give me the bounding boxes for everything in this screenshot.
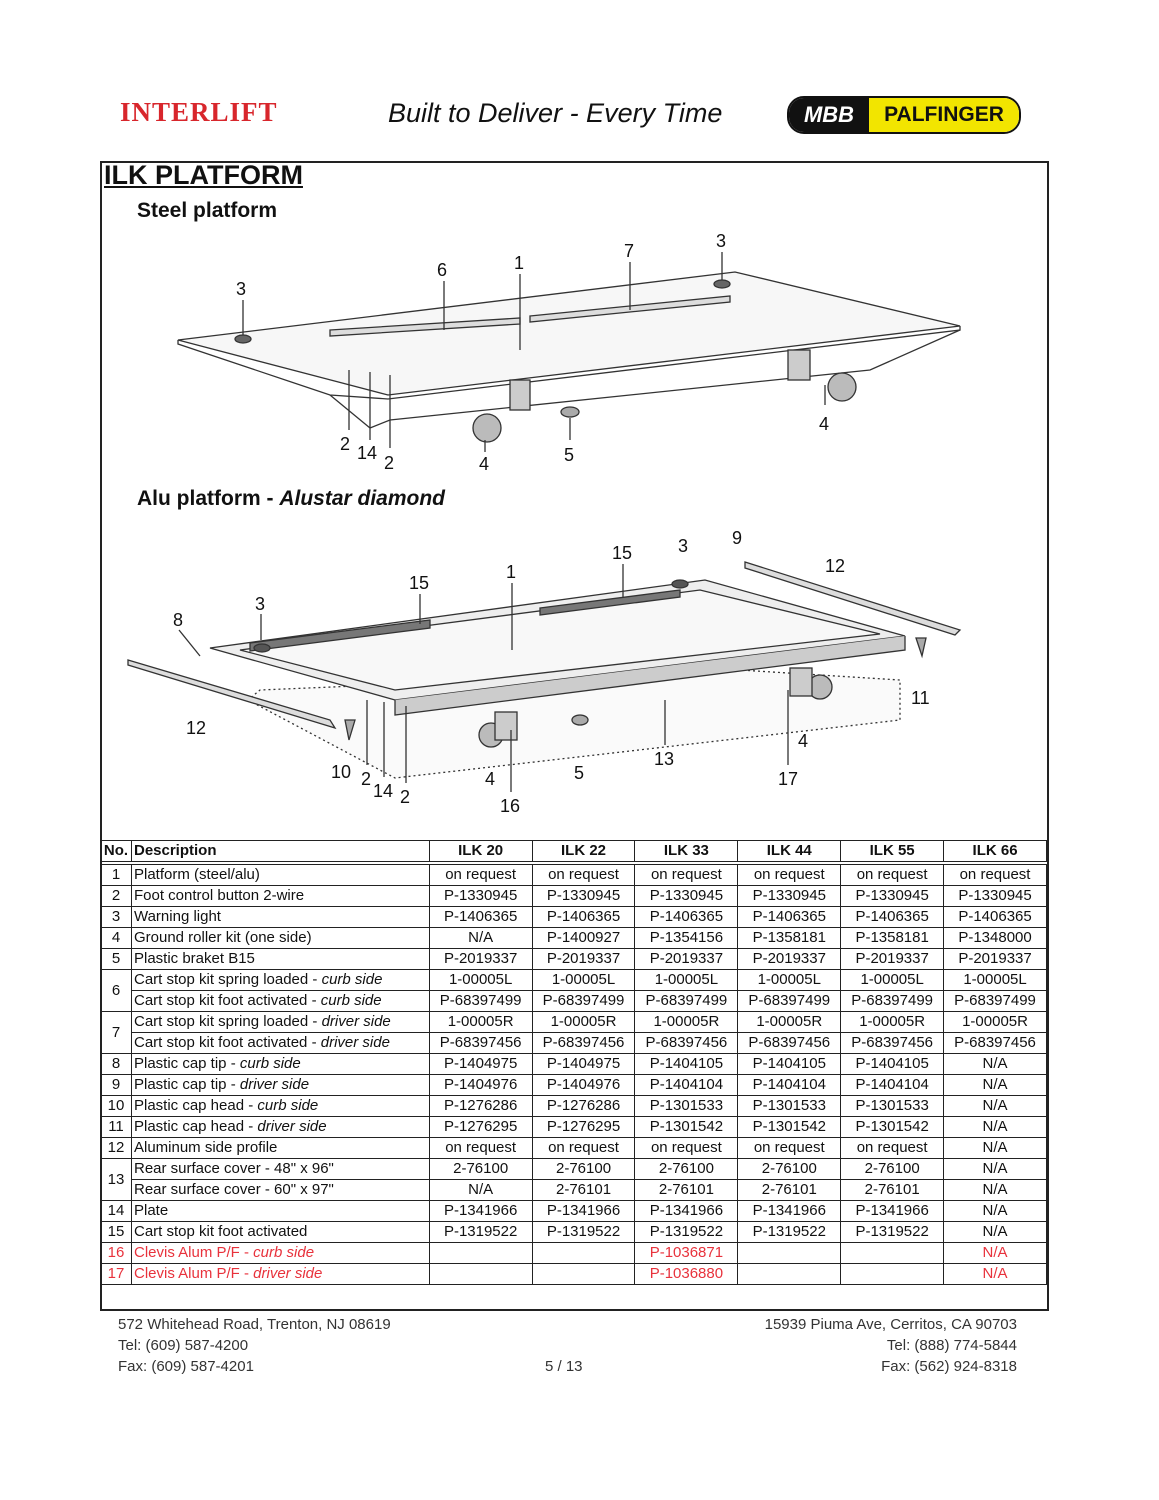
- column-header: No.: [101, 841, 132, 864]
- part-number-cell: [841, 1264, 944, 1285]
- description-text: Cart stop kit spring loaded -: [133, 971, 322, 988]
- description-side: driver side: [239, 1076, 310, 1093]
- table-row: [101, 1180, 1047, 1201]
- item-number: 1: [101, 863, 132, 886]
- part-number-cell: [429, 1243, 532, 1264]
- callout-label: 11: [911, 688, 930, 708]
- part-number-cell: P-1341966: [738, 1201, 841, 1222]
- description-text: Foot control button 2-wire: [133, 887, 305, 904]
- part-number-cell: 1-00005L: [429, 970, 532, 991]
- part-number-cell: P-68397499: [841, 991, 944, 1012]
- item-number: 14: [101, 1201, 132, 1222]
- part-number-cell: P-68397456: [532, 1033, 635, 1054]
- table-row: [101, 1264, 1047, 1285]
- footer-tel: Tel: (609) 587-4200: [118, 1337, 249, 1354]
- callout-label: 4: [485, 769, 496, 789]
- part-number-cell: 2-76100: [635, 1159, 738, 1180]
- item-description: [131, 1180, 429, 1201]
- description-text: Plastic braket B15: [133, 950, 255, 967]
- column-header: ILK 66: [944, 841, 1047, 864]
- part-number-cell: P-68397456: [429, 1033, 532, 1054]
- part-number-cell: P-1276286: [532, 1096, 635, 1117]
- part-number-cell: P-68397456: [944, 1033, 1047, 1054]
- alu-heading-text: Alu platform -: [137, 487, 280, 510]
- mbb-logo-text: MBB: [789, 98, 869, 132]
- callout-label: 3: [236, 279, 247, 299]
- part-number-cell: P-68397499: [635, 991, 738, 1012]
- part-number-cell: 1-00005L: [738, 970, 841, 991]
- description-text: Plastic cap tip -: [133, 1076, 240, 1093]
- callout-label: 2: [400, 787, 411, 807]
- part-number-cell: P-1406365: [635, 907, 738, 928]
- item-number: 9: [101, 1075, 132, 1096]
- part-number-cell: P-1348000: [944, 928, 1047, 949]
- description-side: driver side: [321, 1013, 391, 1030]
- part-number-cell: 1-00005R: [841, 1012, 944, 1033]
- item-description: [131, 1012, 429, 1033]
- part-number-cell: P-2019337: [532, 949, 635, 970]
- footer-left-address: [118, 1314, 391, 1377]
- part-number-cell: P-1406365: [841, 907, 944, 928]
- item-number: 15: [101, 1222, 132, 1243]
- table-row: [101, 1012, 1047, 1033]
- description-text: Cart stop kit foot activated: [133, 1223, 308, 1240]
- part-number-cell: N/A: [944, 1180, 1047, 1201]
- item-description: [131, 1075, 429, 1096]
- part-number-cell: N/A: [944, 1159, 1047, 1180]
- part-number-cell: P-1301542: [738, 1117, 841, 1138]
- description-text: Plate: [133, 1202, 169, 1219]
- part-number-cell: P-1406365: [429, 907, 532, 928]
- callout-label: 1: [506, 562, 517, 582]
- part-number-cell: P-1358181: [841, 928, 944, 949]
- part-number-cell: 1-00005R: [429, 1012, 532, 1033]
- part-number-cell: P-1330945: [429, 886, 532, 907]
- part-number-cell: P-1301533: [635, 1096, 738, 1117]
- item-description: [131, 1033, 429, 1054]
- callout-label: 10: [331, 762, 352, 782]
- item-number: 17: [101, 1264, 132, 1285]
- item-description: [131, 1054, 429, 1075]
- description-text: Ground roller kit (one side): [133, 929, 312, 946]
- callout-label: 1: [514, 253, 525, 273]
- part-number-cell: 2-76101: [635, 1180, 738, 1201]
- callout-label: 2: [340, 434, 351, 454]
- footer-address: 15939 Piuma Ave, Cerritos, CA 90703: [764, 1316, 1017, 1333]
- table-row: [101, 907, 1047, 928]
- part-number-cell: on request: [635, 1138, 738, 1159]
- description-text: Clevis Alum P/F -: [133, 1265, 254, 1282]
- item-description: [131, 1264, 429, 1285]
- item-description: [131, 970, 429, 991]
- table-row: [101, 1138, 1047, 1159]
- table-row: [101, 949, 1047, 970]
- table-row: [101, 1075, 1047, 1096]
- table-header-row: [101, 841, 1047, 864]
- description-side: driver side: [257, 1118, 327, 1135]
- palfinger-logo-text: PALFINGER: [869, 98, 1019, 132]
- part-number-cell: P-1341966: [429, 1201, 532, 1222]
- item-description: [131, 907, 429, 928]
- part-number-cell: on request: [944, 863, 1047, 886]
- part-number-cell: P-1330945: [841, 886, 944, 907]
- part-number-cell: P-68397456: [841, 1033, 944, 1054]
- part-number-cell: [429, 1264, 532, 1285]
- part-number-cell: on request: [738, 863, 841, 886]
- part-number-cell: on request: [429, 863, 532, 886]
- part-number-cell: [841, 1243, 944, 1264]
- alu-platform-drawing: [128, 562, 960, 792]
- part-number-cell: on request: [635, 863, 738, 886]
- callout-label: 5: [574, 763, 585, 783]
- page-title: ILK PLATFORM: [104, 160, 303, 190]
- column-header: ILK 44: [738, 841, 841, 864]
- part-number-cell: P-1341966: [532, 1201, 635, 1222]
- callout-label: 15: [409, 573, 430, 593]
- column-header: Description: [131, 841, 429, 864]
- part-number-cell: P-2019337: [635, 949, 738, 970]
- part-number-cell: 1-00005R: [532, 1012, 635, 1033]
- part-number-cell: 2-76101: [532, 1180, 635, 1201]
- part-number-cell: N/A: [429, 1180, 532, 1201]
- description-text: Cart stop kit foot activated -: [133, 1034, 321, 1051]
- part-number-cell: P-1406365: [944, 907, 1047, 928]
- part-number-cell: P-68397499: [429, 991, 532, 1012]
- callout-label: 4: [819, 414, 830, 434]
- part-number-cell: P-1330945: [738, 886, 841, 907]
- interlift-logo: INTERLIFT: [120, 97, 278, 127]
- part-number-cell: P-68397499: [944, 991, 1047, 1012]
- part-number-cell: P-1404975: [429, 1054, 532, 1075]
- part-number-cell: N/A: [944, 1117, 1047, 1138]
- part-number-cell: P-68397499: [532, 991, 635, 1012]
- part-number-cell: P-1276295: [532, 1117, 635, 1138]
- part-number-cell: P-1301533: [738, 1096, 841, 1117]
- item-description: [131, 949, 429, 970]
- part-number-cell: 1-00005R: [944, 1012, 1047, 1033]
- description-text: Plastic cap head -: [133, 1097, 258, 1114]
- callout-label: 7: [624, 241, 635, 261]
- part-number-cell: P-1404105: [738, 1054, 841, 1075]
- table-row: [101, 1222, 1047, 1243]
- part-number-cell: 2-76101: [738, 1180, 841, 1201]
- part-number-cell: P-1404976: [429, 1075, 532, 1096]
- part-number-cell: P-1400927: [532, 928, 635, 949]
- description-text: Warning light: [133, 908, 221, 925]
- part-number-cell: 2-76100: [429, 1159, 532, 1180]
- part-number-cell: P-1276286: [429, 1096, 532, 1117]
- item-number: 12: [101, 1138, 132, 1159]
- item-number: 7: [101, 1012, 132, 1054]
- item-description: [131, 1243, 429, 1264]
- part-number-cell: P-1036871: [635, 1243, 738, 1264]
- part-number-cell: P-1301542: [841, 1117, 944, 1138]
- table-row: [101, 1117, 1047, 1138]
- part-number-cell: P-1301533: [841, 1096, 944, 1117]
- page-number: 5 / 13: [545, 1358, 583, 1375]
- footer-address: 572 Whitehead Road, Trenton, NJ 08619: [118, 1316, 391, 1333]
- part-number-cell: P-1404104: [738, 1075, 841, 1096]
- part-number-cell: [738, 1243, 841, 1264]
- part-number-cell: P-1341966: [635, 1201, 738, 1222]
- part-number-cell: N/A: [944, 1054, 1047, 1075]
- part-number-cell: P-1319522: [738, 1222, 841, 1243]
- part-number-cell: P-1319522: [635, 1222, 738, 1243]
- description-text: Aluminum side profile: [133, 1139, 278, 1156]
- callout-label: 9: [732, 528, 743, 548]
- table-row: [101, 1159, 1047, 1180]
- part-number-cell: P-68397456: [635, 1033, 738, 1054]
- part-number-cell: P-1330945: [532, 886, 635, 907]
- part-number-cell: P-68397499: [738, 991, 841, 1012]
- part-number-cell: P-1319522: [532, 1222, 635, 1243]
- part-number-cell: 1-00005L: [841, 970, 944, 991]
- part-number-cell: on request: [738, 1138, 841, 1159]
- description-side: driver side: [253, 1265, 323, 1282]
- part-number-cell: 2-76100: [532, 1159, 635, 1180]
- part-number-cell: N/A: [944, 1222, 1047, 1243]
- callout-label: 2: [361, 769, 372, 789]
- callout-label: 12: [186, 718, 207, 738]
- part-number-cell: P-1341966: [841, 1201, 944, 1222]
- item-description: [131, 1201, 429, 1222]
- alu-heading-italic: Alustar diamond: [279, 487, 446, 510]
- part-number-cell: P-68397456: [738, 1033, 841, 1054]
- part-number-cell: P-1404105: [841, 1054, 944, 1075]
- part-number-cell: 2-76100: [738, 1159, 841, 1180]
- part-number-cell: P-2019337: [429, 949, 532, 970]
- callout-label: 8: [173, 610, 184, 630]
- description-side: curb side: [239, 1055, 301, 1072]
- part-number-cell: [532, 1264, 635, 1285]
- part-number-cell: P-1406365: [738, 907, 841, 928]
- description-text: Cart stop kit foot activated -: [133, 992, 321, 1009]
- part-number-cell: N/A: [429, 928, 532, 949]
- part-number-cell: P-1319522: [841, 1222, 944, 1243]
- item-number: 5: [101, 949, 132, 970]
- part-number-cell: P-1404104: [635, 1075, 738, 1096]
- footer-tel: Tel: (888) 774-5844: [886, 1337, 1017, 1354]
- callout-label: 15: [612, 543, 633, 563]
- description-text: Rear surface cover - 48" x 96": [133, 1160, 334, 1177]
- item-description: [131, 863, 429, 886]
- part-number-cell: N/A: [944, 1264, 1047, 1285]
- item-description: [131, 991, 429, 1012]
- table-row: [101, 970, 1047, 991]
- footer-right-address: [765, 1314, 1017, 1377]
- table-row: [101, 928, 1047, 949]
- item-number: 13: [101, 1159, 132, 1201]
- description-side: curb side: [257, 1097, 319, 1114]
- part-number-cell: P-2019337: [841, 949, 944, 970]
- part-number-cell: 1-00005L: [944, 970, 1047, 991]
- part-number-cell: 1-00005L: [635, 970, 738, 991]
- part-number-cell: on request: [841, 1138, 944, 1159]
- part-number-cell: P-1301542: [635, 1117, 738, 1138]
- part-number-cell: [532, 1243, 635, 1264]
- column-header: ILK 20: [429, 841, 532, 864]
- callout-label: 3: [255, 594, 266, 614]
- part-number-cell: 1-00005R: [738, 1012, 841, 1033]
- callout-label: 3: [678, 536, 689, 556]
- description-side: driver side: [320, 1034, 390, 1051]
- column-header: ILK 22: [532, 841, 635, 864]
- part-number-cell: P-1330945: [944, 886, 1047, 907]
- description-side: curb side: [253, 1244, 315, 1261]
- table-row: [101, 1033, 1047, 1054]
- part-number-cell: P-1404104: [841, 1075, 944, 1096]
- part-number-cell: 1-00005R: [635, 1012, 738, 1033]
- item-description: [131, 928, 429, 949]
- part-number-cell: P-1036880: [635, 1264, 738, 1285]
- part-number-cell: 2-76100: [841, 1159, 944, 1180]
- item-number: 2: [101, 886, 132, 907]
- callout-label: 4: [479, 454, 490, 474]
- part-number-cell: 1-00005L: [532, 970, 635, 991]
- footer-fax: Fax: (609) 587-4201: [118, 1358, 254, 1375]
- table-row: [101, 1201, 1047, 1222]
- footer-fax: Fax: (562) 924-8318: [881, 1358, 1017, 1375]
- part-number-cell: 2-76101: [841, 1180, 944, 1201]
- part-number-cell: P-1404975: [532, 1054, 635, 1075]
- callout-label: 16: [500, 796, 521, 816]
- table-row: [101, 991, 1047, 1012]
- callout-label: 3: [716, 231, 727, 251]
- item-description: [131, 1096, 429, 1117]
- column-header: ILK 33: [635, 841, 738, 864]
- item-number: 10: [101, 1096, 132, 1117]
- item-number: 6: [101, 970, 132, 1012]
- part-number-cell: P-1404105: [635, 1054, 738, 1075]
- item-number: 3: [101, 907, 132, 928]
- table-row: [101, 1243, 1047, 1264]
- part-number-cell: N/A: [944, 1075, 1047, 1096]
- part-number-cell: N/A: [944, 1243, 1047, 1264]
- steel-platform-heading: Steel platform: [137, 199, 278, 222]
- part-number-cell: N/A: [944, 1138, 1047, 1159]
- part-number-cell: N/A: [944, 1096, 1047, 1117]
- callout-label: 5: [564, 445, 575, 465]
- column-header: ILK 55: [841, 841, 944, 864]
- table-row: [101, 1096, 1047, 1117]
- part-number-cell: P-1406365: [532, 907, 635, 928]
- item-number: 11: [101, 1117, 132, 1138]
- callout-label: 2: [384, 453, 395, 473]
- item-number: 8: [101, 1054, 132, 1075]
- callout-label: 4: [798, 731, 809, 751]
- description-text: Cart stop kit spring loaded -: [133, 1013, 322, 1030]
- callout-label: 14: [357, 443, 378, 463]
- part-number-cell: P-1319522: [429, 1222, 532, 1243]
- callout-label: 6: [437, 260, 448, 280]
- item-description: [131, 1159, 429, 1180]
- description-text: Plastic cap head -: [133, 1118, 258, 1135]
- part-number-cell: P-1354156: [635, 928, 738, 949]
- description-text: Plastic cap tip -: [133, 1055, 240, 1072]
- callout-label: 14: [373, 781, 394, 801]
- description-side: curb side: [321, 971, 383, 988]
- callout-label: 17: [778, 769, 799, 789]
- table-row: [101, 886, 1047, 907]
- item-number: 16: [101, 1243, 132, 1264]
- callout-label: 12: [825, 556, 846, 576]
- description-side: curb side: [320, 992, 382, 1009]
- part-number-cell: on request: [532, 863, 635, 886]
- description-text: Clevis Alum P/F -: [133, 1244, 254, 1261]
- part-number-cell: N/A: [944, 1201, 1047, 1222]
- parts-table: [100, 840, 1047, 1285]
- part-number-cell: P-1404976: [532, 1075, 635, 1096]
- part-number-cell: P-1276295: [429, 1117, 532, 1138]
- part-number-cell: P-2019337: [738, 949, 841, 970]
- part-number-cell: on request: [841, 863, 944, 886]
- part-number-cell: [738, 1264, 841, 1285]
- callout-label: 13: [654, 749, 675, 769]
- item-number: 4: [101, 928, 132, 949]
- part-number-cell: on request: [532, 1138, 635, 1159]
- part-number-cell: P-2019337: [944, 949, 1047, 970]
- part-number-cell: on request: [429, 1138, 532, 1159]
- item-description: [131, 886, 429, 907]
- description-text: Rear surface cover - 60" x 97": [133, 1181, 334, 1198]
- tagline: Built to Deliver - Every Time: [388, 98, 723, 128]
- item-description: [131, 1117, 429, 1138]
- description-text: Platform (steel/alu): [133, 866, 260, 883]
- table-row: [101, 1054, 1047, 1075]
- part-number-cell: P-1330945: [635, 886, 738, 907]
- steel-platform-drawing: [178, 252, 960, 452]
- table-row: [101, 863, 1047, 886]
- item-description: [131, 1222, 429, 1243]
- part-number-cell: P-1358181: [738, 928, 841, 949]
- item-description: [131, 1138, 429, 1159]
